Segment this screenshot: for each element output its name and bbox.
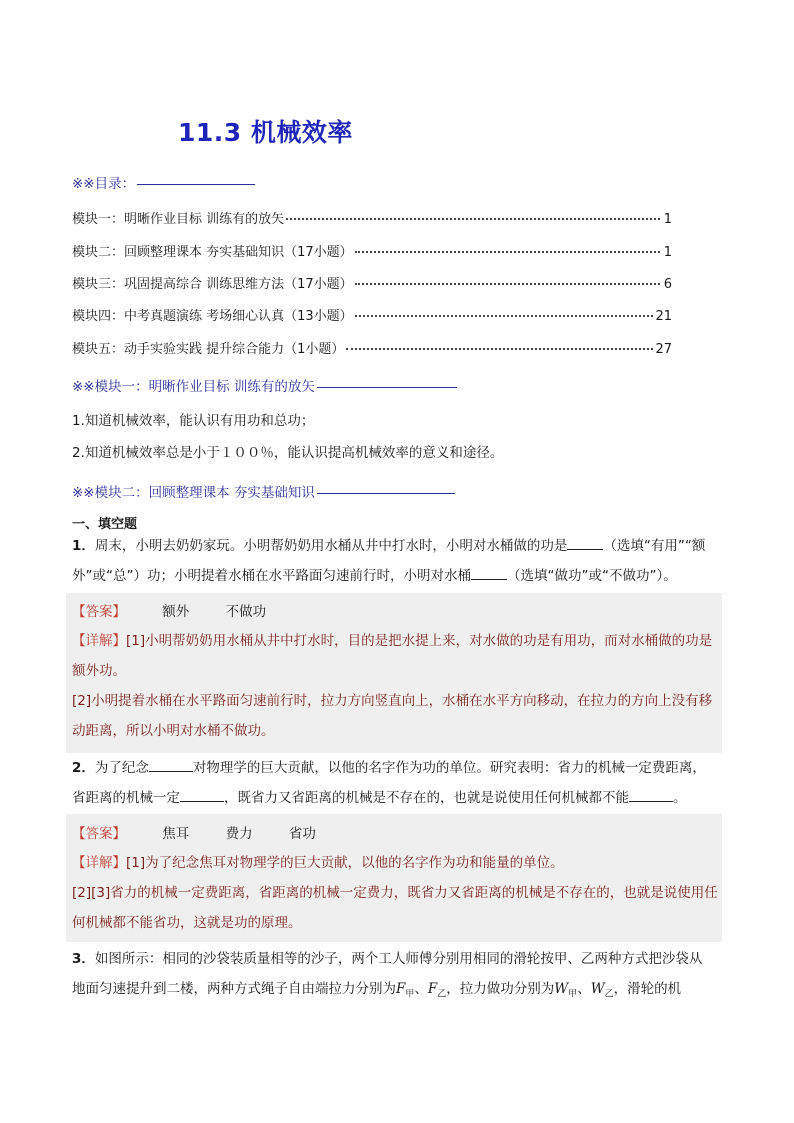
toc-item-label: 模块五：动手实验实践 提升综合能力（1小题） <box>72 342 345 357</box>
detail-text: 【详解】[1]小明帮奶奶用水桶从井中打水时，目的是把水提上来，对水做的功是有用功，而对水桶做的功是额外功。 [2]小明提着水桶在水平路面匀速前行时，拉力方向竖直向上，水桶在水平方向移动，在拉力的方向上没有移动距离，所以小明对水桶不做功。 <box>72 633 713 739</box>
toc-leader-dots <box>355 283 660 285</box>
question-1: 1．周末，小明去奶奶家玩。小明帮奶奶用水桶从井中打水时，小明对水桶做的功是 （选填“有用”“额 外”或“总”）功；小明提着水桶在水平路面匀速前行时，小明对水桶 （选填“做功”或“不做功”）。 <box>72 538 706 584</box>
toc-item-label: 模块二：回顾整理课本 夯实基础知识（17小题） <box>72 245 353 260</box>
detail-text: 【详解】[1]为了纪念焦耳对物理学的巨大贡献，以他的名字作为功和能量的单位。 [2][3]省力的机械一定费距离，省距离的机械一定费力，既省力又省距离的机械是不存在的，也就是说使用任何机械都不能省功，这就是功的原理。 <box>72 855 718 931</box>
toc-item[interactable] <box>72 305 672 324</box>
toc-item-page: 27 <box>655 342 672 357</box>
answer-blank[interactable] <box>567 537 603 550</box>
toc-item-label: 模块四：中考真题演练 考场细心认真（13小题） <box>72 309 353 324</box>
toc-item-label: 模块三：巩固提高综合 训练思维方法（17小题） <box>72 277 353 292</box>
answer-line: 【答案】 额外 不做功 <box>72 604 267 620</box>
toc-item[interactable] <box>72 273 672 292</box>
toc-item[interactable] <box>72 338 672 357</box>
toc-item[interactable] <box>72 208 672 227</box>
question-2: 2．为了纪念 对物理学的巨大贡献，以他的名字作为功的单位。研究表明：省力的机械一定费距离， 省距离的机械一定 ，既省力又省距离的机械是不存在的，也就是说使用任何机械都不能 。 <box>72 760 706 806</box>
goal-item: 2.知道机械效率总是小于１００％，能认识提高机械效率的意义和途径。 <box>72 445 504 461</box>
answer-blank[interactable] <box>629 789 673 802</box>
toc-leader-dots <box>355 251 660 253</box>
toc-heading: ※※目录： <box>72 172 255 192</box>
answer-blank[interactable] <box>471 567 507 580</box>
toc-item-page: 6 <box>663 277 672 292</box>
goal-item: 1.知道机械效率，能认识有用功和总功； <box>72 413 315 429</box>
toc-item-label: 模块一：明晰作业目标 训练有的放矢 <box>72 212 285 227</box>
question-3: 3．如图所示：相同的沙袋装质量相等的沙子，两个工人师傅分别用相同的滑轮按甲、乙两种方式把沙袋从 地面匀速提升到二楼，两种方式绳子自由端拉力分别为$F_甲$、$F_乙$，拉力做功分别为$W_甲$、$W_乙$，滑轮的机 <box>72 951 703 1000</box>
toc-item-page: 1 <box>663 212 672 227</box>
answer-line: 【答案】 焦耳 费力 省功 <box>72 826 316 842</box>
toc-leader-dots <box>346 348 653 350</box>
toc-leader-dots <box>286 218 660 220</box>
toc-item[interactable] <box>72 241 672 260</box>
module2-heading: ※※模块二：回顾整理课本 夯实基础知识 <box>72 481 455 501</box>
toc-item-page: 21 <box>655 309 672 324</box>
module1-heading: ※※模块一：明晰作业目标 训练有的放矢 <box>72 375 457 395</box>
toc-item-page: 1 <box>663 245 672 260</box>
answer-blank[interactable] <box>149 759 193 772</box>
section-title: 一、填空题 <box>72 517 138 532</box>
page-title: 11.3 机械效率 <box>178 118 353 147</box>
answer-blank[interactable] <box>180 789 224 802</box>
toc-leader-dots <box>355 315 654 317</box>
